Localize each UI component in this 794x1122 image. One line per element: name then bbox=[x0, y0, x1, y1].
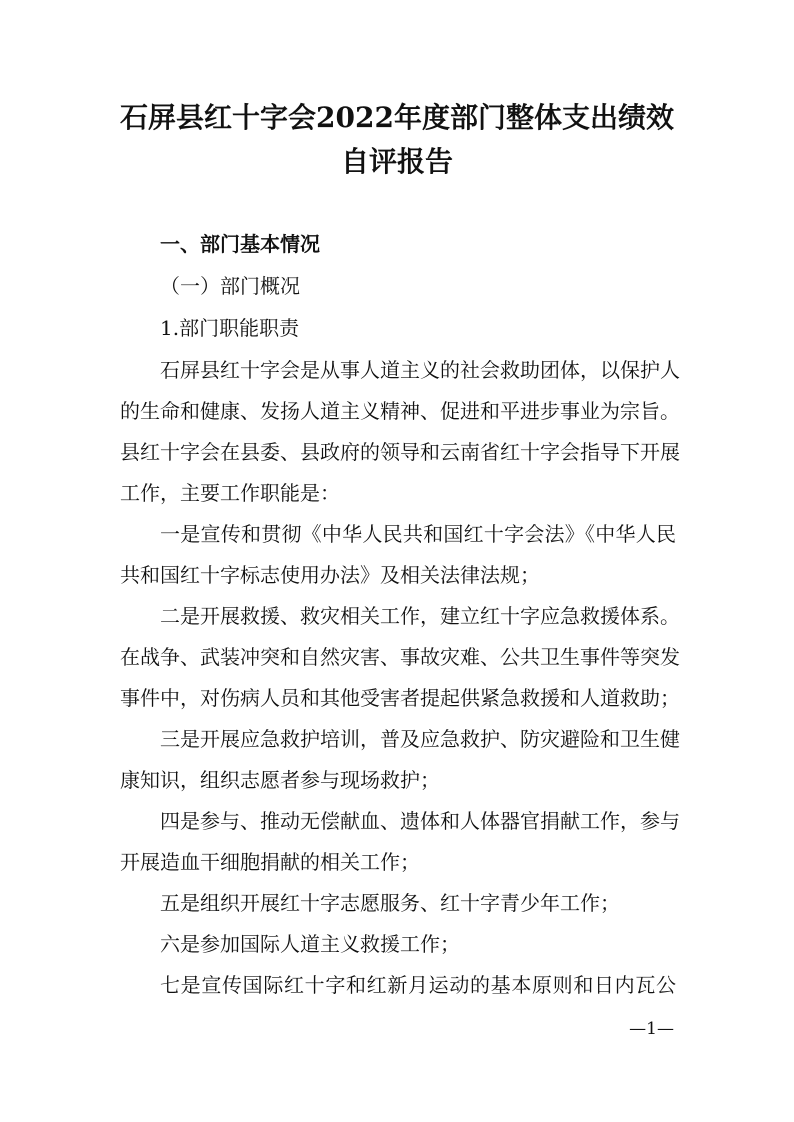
paragraph-line: 六是参加国际人道主义救援工作； bbox=[160, 932, 460, 956]
paragraph-line: 开展造血干细胞捐献的相关工作； bbox=[120, 850, 420, 874]
paragraph-line: 一是宣传和贯彻《中华人民共和国红十字会法》《中华人民 bbox=[160, 522, 676, 546]
paragraph-line: 七是宣传国际红十字和红新月运动的基本原则和日内瓦公 bbox=[160, 973, 676, 997]
paragraph-line: 县红十字会在县委、县政府的领导和云南省红十字会指导下开展 bbox=[120, 440, 680, 464]
paragraph-line: 共和国红十字标志使用办法》及相关法律法规； bbox=[120, 563, 540, 587]
paragraph-line: 在战争、武装冲突和自然灾害、事故灾难、公共卫生事件等突发 bbox=[120, 645, 680, 669]
paragraph-line: 二是开展救援、救灾相关工作，建立红十字应急救援体系。 bbox=[160, 604, 680, 628]
document-title-line-1: 石屏县红十字会2022年度部门整体支出绩效 bbox=[120, 101, 674, 134]
section-heading: 一、部门基本情况 bbox=[160, 232, 320, 256]
paragraph-line: 工作，主要工作职能是： bbox=[120, 481, 340, 505]
item-heading: 1.部门职能职责 bbox=[160, 316, 300, 340]
page-number: —1— bbox=[629, 1019, 674, 1039]
paragraph-line: 的生命和健康、发扬人道主义精神、促进和平进步事业为宗旨。 bbox=[120, 399, 680, 423]
paragraph-line: 康知识，组织志愿者参与现场救护； bbox=[120, 768, 440, 792]
paragraph-line: 三是开展应急救护培训，普及应急救护、防灾避险和卫生健 bbox=[160, 727, 680, 751]
paragraph-line: 石屏县红十字会是从事人道主义的社会救助团体，以保护人 bbox=[160, 358, 680, 382]
subsection-heading: （一）部门概况 bbox=[160, 274, 300, 298]
paragraph-line: 事件中，对伤病人员和其他受害者提起供紧急救援和人道救助； bbox=[120, 686, 680, 710]
paragraph-line: 四是参与、推动无偿献血、遗体和人体器官捐献工作，参与 bbox=[160, 809, 680, 833]
paragraph-line: 五是组织开展红十字志愿服务、红十字青少年工作； bbox=[160, 891, 620, 915]
document-title-line-2: 自评报告 bbox=[340, 145, 453, 178]
